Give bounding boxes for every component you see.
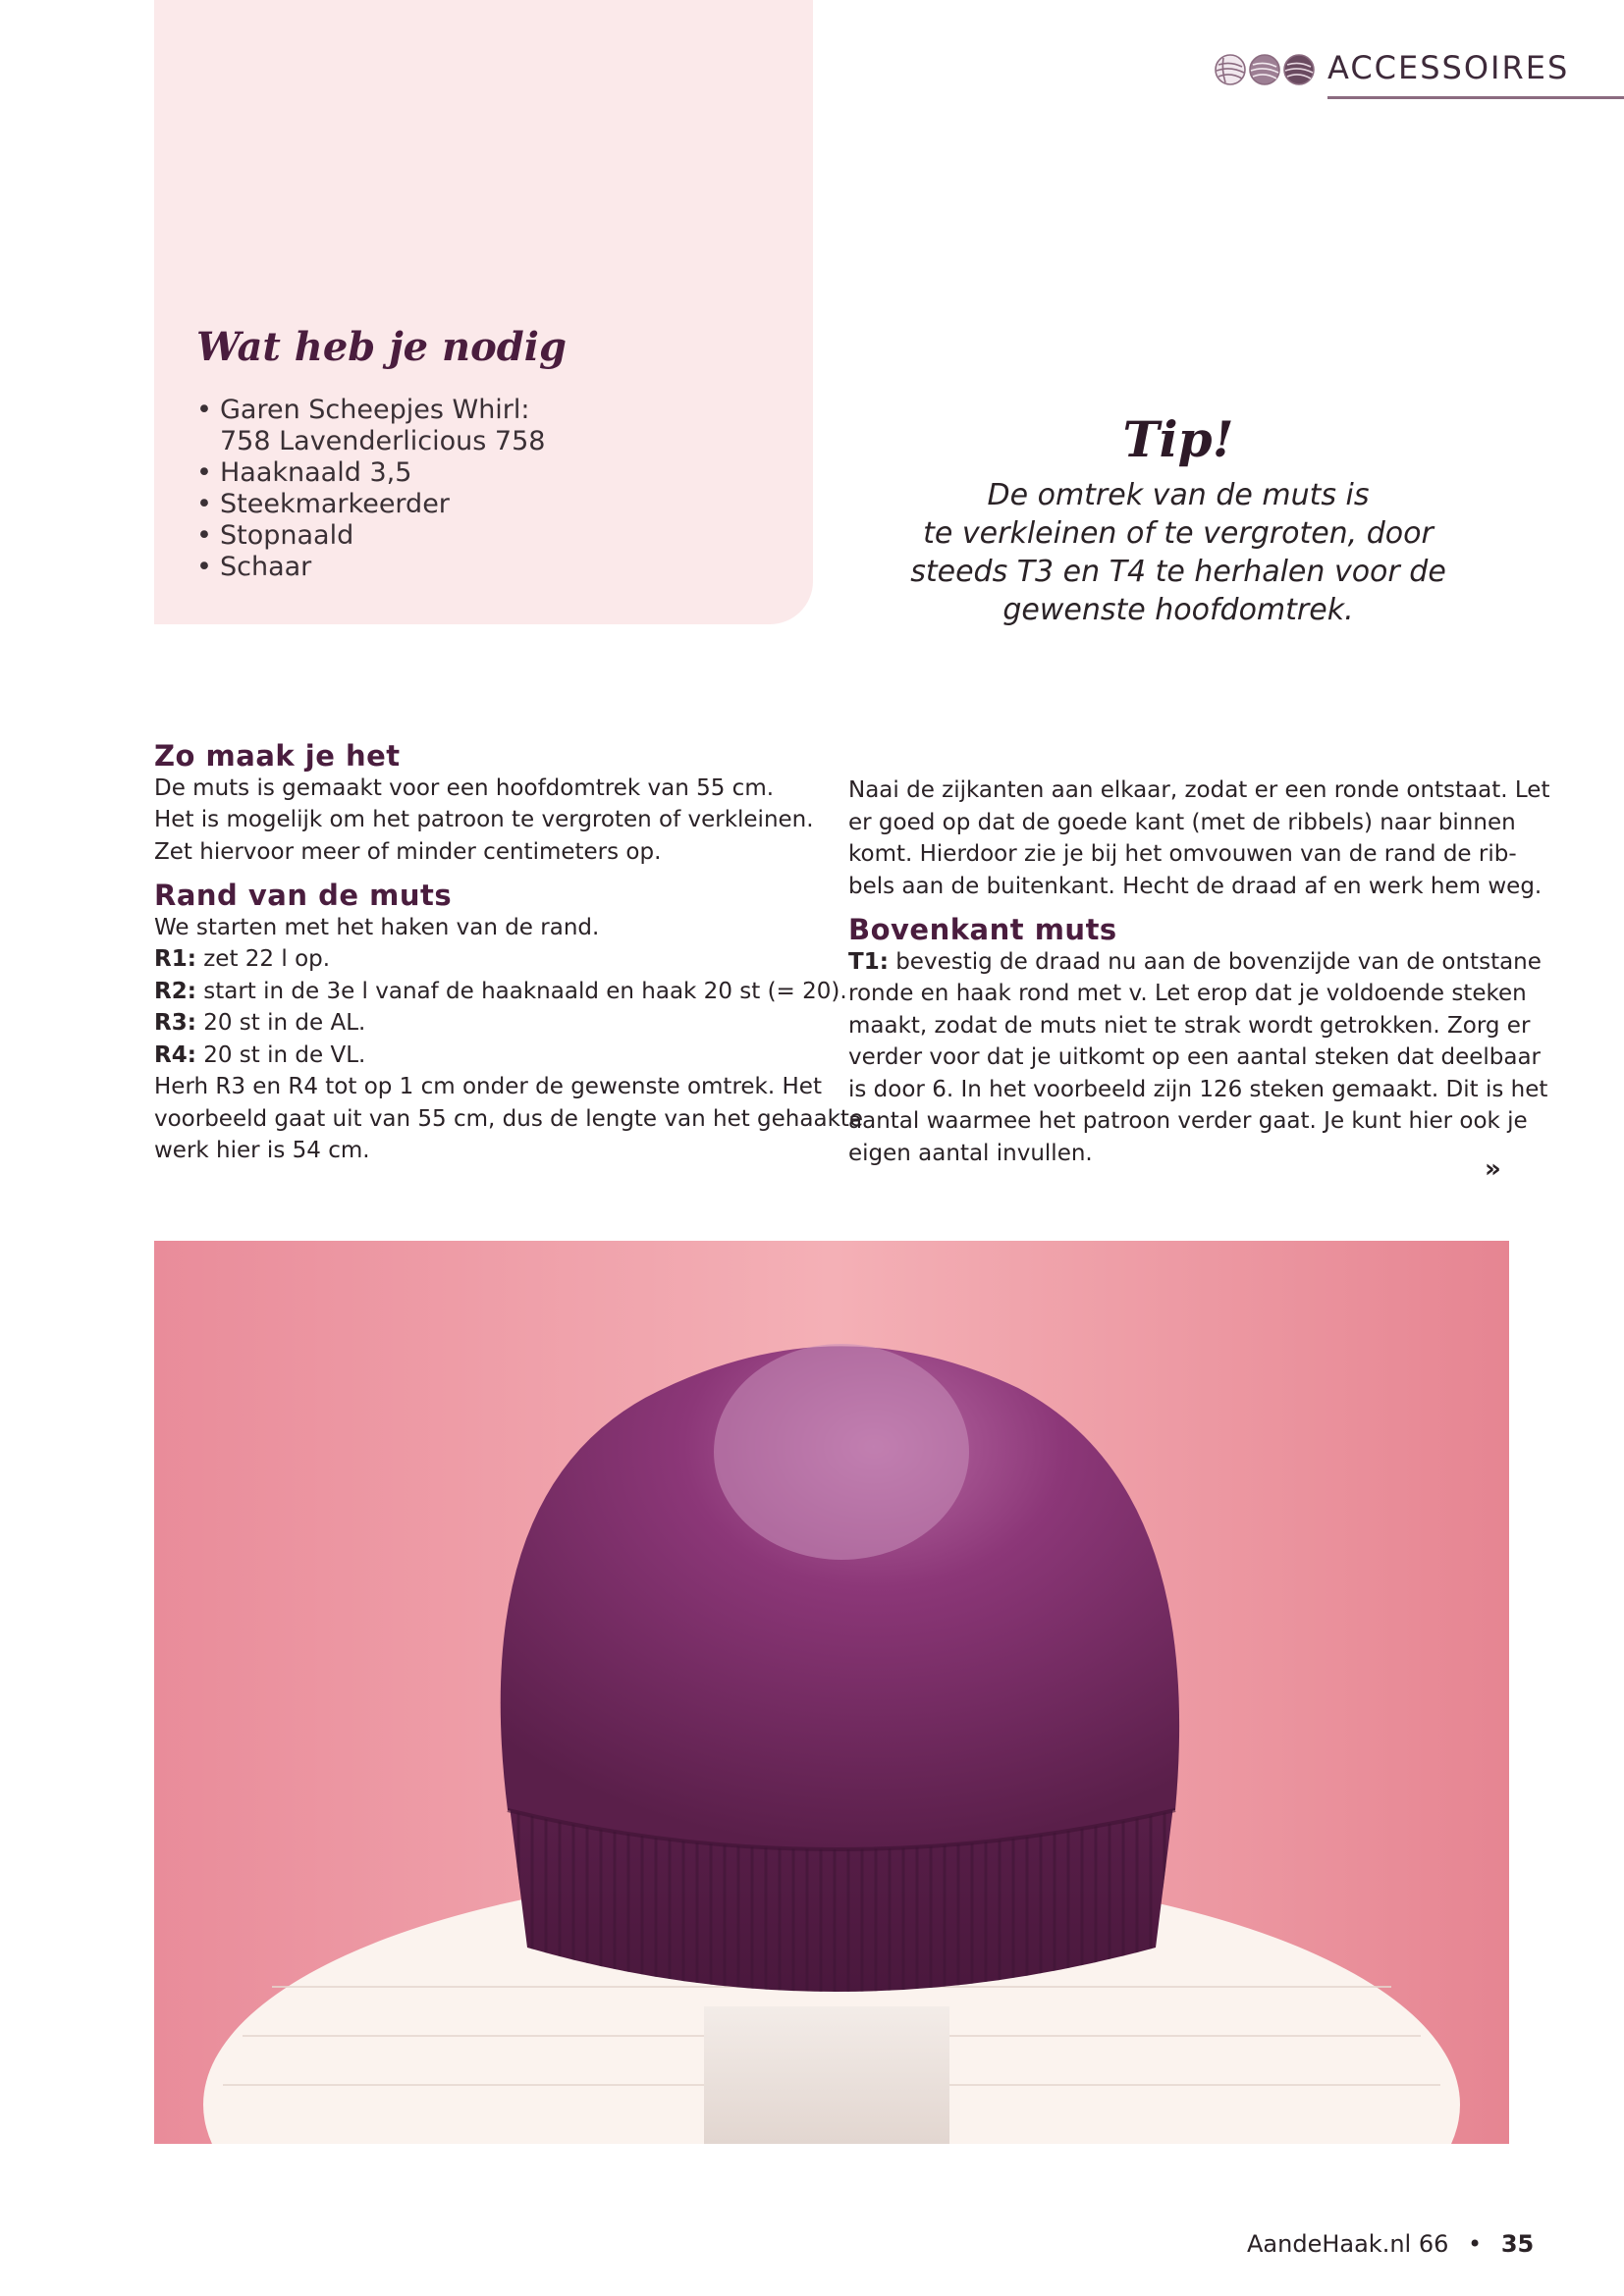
tip-line: De omtrek van de muts is (987, 478, 1370, 512)
text-line: Zet hiervoor meer of minder centimeters op. (154, 838, 662, 865)
needs-item-text: 758 Lavenderlicious 758 (220, 426, 546, 456)
text-line: Het is mogelijk om het patroon te vergroten of verkleinen. (154, 807, 814, 832)
row-text: 20 st in de VL. (195, 1041, 366, 1068)
heading-bovenkant-muts: Bovenkant muts (848, 913, 1117, 946)
left-column (154, 739, 864, 1167)
text-line: is door 6. In het voorbeeld zijn 126 steken gemaakt. Dit is het (848, 1076, 1548, 1102)
row-text: 20 st in de AL. (195, 1010, 366, 1036)
text-line: maakt, zodat de muts niet te strak wordt getrokken. Zorg er (848, 1012, 1531, 1039)
row-text: bevestig de draad nu aan de bovenzijde van de ontstane (888, 948, 1542, 975)
row-text: zet 22 l op. (195, 946, 331, 972)
yarn-balls-icon (1214, 53, 1316, 86)
text-line: ronde en haak rond met v. Let erop dat je voldoende steken (848, 981, 1527, 1006)
footer-site: AandeHaak.nl 66 (1247, 2230, 1449, 2258)
row-label: R4: (154, 1041, 196, 1068)
text-line: bels aan de buitenkant. Hecht de draad af en werk hem weg. (848, 873, 1543, 899)
text-line: eigen aantal invullen. (848, 1140, 1093, 1166)
text-line: er goed op dat de goede kant (met de ribbels) naar binnen (848, 809, 1516, 835)
row-instruction (154, 1040, 822, 1072)
header-rule (1327, 96, 1624, 99)
tip-title: Tip! (1122, 410, 1234, 468)
row-text: start in de 3e l vanaf de haaknaald en haak 20 st (= 20). (195, 978, 847, 1004)
row-instruction (848, 946, 1542, 979)
text-line: Herh R3 en R4 tot op 1 cm onder de gewenste omtrek. Het (154, 1074, 822, 1099)
tip-line: te verkleinen of te vergroten, door (923, 516, 1434, 551)
right-column (848, 774, 1550, 1169)
text-line: aantal waarmee het patroon verder gaat. Je kunt hier ook je (848, 1108, 1528, 1134)
needs-item: • Garen Scheepjes Whirl: (196, 395, 545, 426)
text-line: werk hier is 54 cm. (154, 1138, 370, 1163)
hat-photo (154, 1241, 1509, 2144)
tip-line: gewenste hoofdomtrek. (1002, 593, 1354, 627)
text-line: Naai de zijkanten aan elkaar, zodat er een ronde ontstaat. Let (848, 777, 1550, 803)
section-label: ACCESSOIRES (1327, 49, 1570, 86)
text-line: De muts is gemaakt voor een hoofdomtrek van 55 cm. (154, 774, 775, 801)
needs-list (196, 395, 545, 583)
row-instruction (154, 976, 847, 1008)
row-label: T1: (848, 948, 889, 975)
row-instruction (154, 943, 822, 976)
hat-stand (704, 2006, 949, 2144)
text-line: komt. Hierdoor zie je bij het omvouwen van de rand de rib- (848, 841, 1517, 867)
text-line: verder voor dat je uitkomt op een aantal steken dat deelbaar (848, 1044, 1542, 1070)
needs-item: • Steekmarkeerder (196, 489, 545, 520)
row-label: R1: (154, 946, 196, 972)
text-line: We starten met het haken van de rand. (154, 914, 600, 940)
text-line: voorbeeld gaat uit van 55 cm, dus de lengte van het gehaakte (154, 1105, 864, 1132)
heading-rand-van-de-muts: Rand van de muts (154, 879, 453, 912)
hat-top-center (714, 1344, 969, 1560)
needs-item: • Haaknaald 3,5 (196, 457, 545, 489)
row-label: R3: (154, 1010, 196, 1036)
needs-title: Wat heb je nodig (196, 324, 567, 370)
needs-item: • Schaar (196, 552, 545, 583)
footer-separator: • (1468, 2230, 1483, 2258)
row-instruction (154, 1007, 822, 1040)
page-number: 35 (1500, 2230, 1535, 2258)
needs-item: • Stopnaald (196, 520, 545, 552)
continue-arrows-icon: » (1485, 1154, 1501, 1184)
tip-text (884, 476, 1473, 629)
row-label: R2: (154, 978, 196, 1004)
tip-line: steeds T3 en T4 te herhalen voor de (910, 555, 1446, 589)
heading-zo-maak-je-het: Zo maak je het (154, 739, 401, 773)
footer (1247, 2230, 1534, 2258)
needs-item-continued (196, 426, 545, 457)
